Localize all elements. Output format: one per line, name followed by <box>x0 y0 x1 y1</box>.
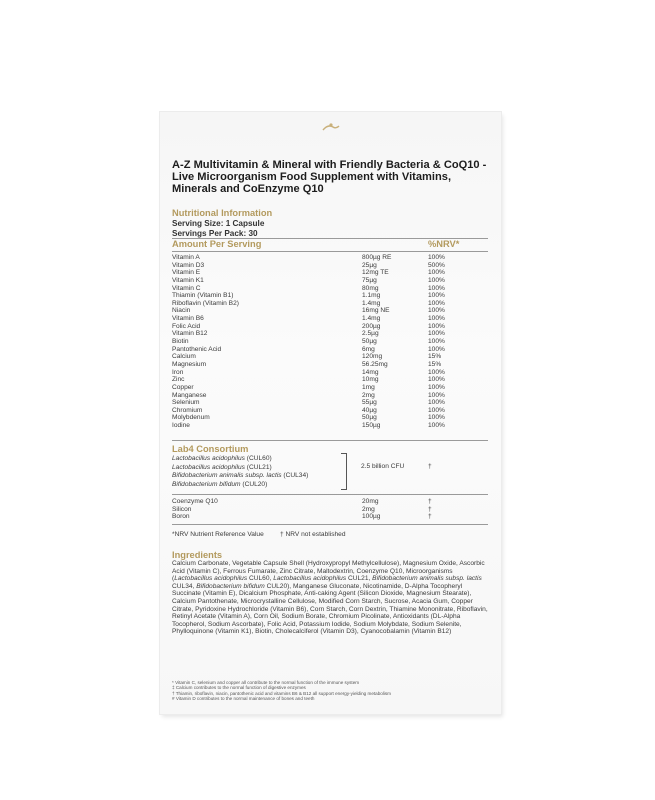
ingredients-heading: Ingredients <box>172 550 223 560</box>
nutrient-nrv: 100% <box>428 315 445 323</box>
nutrient-row <box>172 392 488 400</box>
nutrient-amount: 56.25mg <box>362 360 388 368</box>
strain-species: Lactobacillus acidophilus <box>172 455 245 462</box>
nutrient-amount: 25µg <box>362 261 377 269</box>
divider <box>172 494 488 495</box>
consortium-amount: 2.5 billion CFU <box>361 463 405 470</box>
product-box-back <box>160 112 501 714</box>
nutrient-row <box>172 498 488 506</box>
nutrient-amount: 1.4mg <box>362 299 381 307</box>
nutrient-row <box>172 353 488 361</box>
nutrient-row <box>172 361 488 369</box>
nutrient-row <box>172 384 488 392</box>
bracket <box>341 453 347 490</box>
nutrient-amount: 150µg <box>362 422 381 430</box>
nutrient-amount: 6mg <box>362 345 375 353</box>
ingredient-text: Calcium Carbonate, Vegetable Capsule Shell (Hydroxypropyl Methylcellulose), Magnesium Oxide, Ascorbic Acid (Vitamin C), Ferrous Fumarate, Zinc Citrate, Maltodextrin, Coenzyme Q10, Microorganisms ( <box>172 560 485 583</box>
strain-code: (CUL60) <box>244 455 272 462</box>
nutrient-name: Iodine <box>172 422 190 430</box>
nutrient-row <box>172 338 488 346</box>
divider <box>172 440 488 441</box>
nutrient-row <box>172 285 488 293</box>
ingredient-species: Bifidobacterium animalis subsp. lactis <box>372 575 482 583</box>
nutrient-nrv: 100% <box>428 345 445 353</box>
nutrient-amount: 120mg <box>362 353 383 361</box>
nutrient-nrv: † <box>428 505 432 513</box>
nutrient-nrv: 100% <box>428 254 445 261</box>
nutrient-row <box>172 407 488 415</box>
nutrient-row <box>172 506 488 514</box>
nutrient-amount: 12mg TE <box>362 269 389 277</box>
nutrient-row <box>172 399 488 407</box>
footnote: † Thiamin, riboflavin, niacin, pantothenic acid and vitamins B6 & B12 all support energy-yielding metabolism <box>172 690 392 696</box>
ingredient-text: CUL20), Manganese Gluconate, Nicotinamide, D-Alpha Tocopheryl Succinate (Vitamin E), Dicalcium Phosphate, Anti-caking Agent (Silicon Dioxide, Magnesium Stearate), Calcium Pantothenate, Microcrystalline Cellulose, Modified Corn Starch, Sucrose, Acacia Gum, Copper Citrate, Pyridoxine Hydrochloride (Vitamin B6), Corn Starch, Corn Dextrin, Thiamine Mononitrate, Riboflavin, Retinyl Acetate (Vitamin A), Corn Oil, Sodium Borate, Chromium Picolinate, Antioxidants (DL-Alpha Tocopherol, Sodium Ascorbate), Folic Acid, Potassium Iodide, Sodium Molybdate, Sodium Selenite, Phylloquinone (Vitamin K1), Biotin, Cholecalciferol (Vitamin D3), Cyanocobalamin (Vitamin B12) <box>172 582 488 636</box>
amount-per-serving-heading: Amount Per Serving <box>172 239 262 249</box>
nutrient-nrv: 15% <box>428 353 442 361</box>
nutrient-name: Manganese <box>172 391 207 399</box>
nutrient-row <box>172 323 488 331</box>
nutrient-name: Pantothenic Acid <box>172 345 222 353</box>
nutrient-nrv: 100% <box>428 269 445 277</box>
nutrient-amount: 14mg <box>362 368 379 376</box>
nutrient-row <box>172 292 488 300</box>
nutrient-name: Biotin <box>172 338 189 346</box>
nutrient-nrv: 100% <box>428 406 445 414</box>
ingredient-text: CUL21, <box>346 575 373 583</box>
nutritional-information-heading: Nutritional Information <box>172 208 273 218</box>
nrv-note: *NRV Nutrient Reference Value <box>172 531 264 538</box>
serving-info <box>172 219 264 239</box>
nutrient-name: Selenium <box>172 399 200 407</box>
nutrient-amount: 16mg NE <box>362 307 390 315</box>
nutrient-row <box>172 262 488 270</box>
footnotes <box>172 680 492 702</box>
nutrient-name: Zinc <box>172 376 185 384</box>
nutrient-nrv: 100% <box>428 383 445 391</box>
nutrient-name: Copper <box>172 383 194 391</box>
nutrient-row <box>172 422 488 430</box>
nutrient-nrv: 100% <box>428 391 445 399</box>
nutrient-name: Iron <box>172 368 184 376</box>
product-title: A-Z Multivitamin & Mineral with Friendly Bacteria & CoQ10 - Live Microorganism Food Supplement with Vitamins, Minerals and CoEnzyme Q10 <box>172 159 487 196</box>
nutrient-amount: 1.4mg <box>362 315 381 323</box>
nutrient-row <box>172 254 488 262</box>
nutrient-nrv: 100% <box>428 338 445 346</box>
ingredient-species: Lactobacillus acidophilus <box>273 575 347 583</box>
nutrient-nrv: 100% <box>428 284 445 292</box>
nutrient-name: Vitamin E <box>172 269 201 277</box>
nutrient-row <box>172 369 488 377</box>
nutrient-name: Vitamin A <box>172 254 200 261</box>
nrv-notes <box>172 531 346 538</box>
nutrient-nrv: † <box>428 513 432 521</box>
nutrient-amount: 40µg <box>362 406 377 414</box>
nutrient-name: Molybdenum <box>172 414 210 422</box>
nutrient-row <box>172 300 488 308</box>
nutrient-row <box>172 277 488 285</box>
nutrient-name: Folic Acid <box>172 322 201 330</box>
nutrient-nrv: 100% <box>428 368 445 376</box>
ingredient-species: Bifidobacterium bifidum <box>196 582 265 590</box>
nutrient-name: Vitamin B6 <box>172 315 204 323</box>
nutrient-row <box>172 376 488 384</box>
nutrient-nrv: 100% <box>428 322 445 330</box>
nutrient-name: Coenzyme Q10 <box>172 498 218 505</box>
ingredient-text: CUL60, <box>247 575 274 583</box>
nutrient-nrv: † <box>428 498 432 505</box>
nutrient-amount: 1mg <box>362 383 375 391</box>
nutrient-nrv: 100% <box>428 422 445 430</box>
nutrient-amount: 800µg RE <box>362 254 392 261</box>
nutrient-name: Vitamin D3 <box>172 261 205 269</box>
nutrient-row <box>172 346 488 354</box>
nutrient-amount: 55µg <box>362 399 377 407</box>
nutrient-row <box>172 513 488 521</box>
other-nutrient-table <box>172 498 488 521</box>
strain-item <box>172 481 308 490</box>
divider <box>172 251 488 252</box>
footnote: * Vitamin C, selenium and copper all contribute to the normal function of the immune system <box>172 680 360 685</box>
serving-size: Serving Size: 1 Capsule <box>172 219 265 228</box>
nutrient-name: Niacin <box>172 307 191 315</box>
strain-item <box>172 472 308 481</box>
nutrient-name: Vitamin B12 <box>172 330 208 338</box>
nutrient-nrv: 100% <box>428 299 445 307</box>
nutrient-row <box>172 269 488 277</box>
nutrient-amount: 2mg <box>362 505 375 513</box>
nutrient-nrv: 100% <box>428 399 445 407</box>
nutrient-amount: 1.1mg <box>362 292 381 300</box>
lab4-consortium-heading: Lab4 Consortium <box>172 444 249 454</box>
strain-item <box>172 455 308 464</box>
servings-per-pack: Servings Per Pack: 30 <box>172 229 258 238</box>
divider <box>172 524 488 525</box>
strain-code: (CUL20) <box>240 480 268 488</box>
nutrient-name: Calcium <box>172 353 196 361</box>
ingredient-text: CUL34, <box>172 582 197 590</box>
nrv-column-heading: %NRV* <box>428 239 460 249</box>
brand-logo-icon <box>322 122 340 132</box>
nutrient-amount: 50µg <box>362 338 377 346</box>
nutrient-table <box>172 254 488 430</box>
nutrient-amount: 2mg <box>362 391 375 399</box>
strain-list <box>172 455 308 489</box>
consortium-nrv: † <box>428 463 432 470</box>
nutrient-amount: 100µg <box>362 513 381 521</box>
nutrient-row <box>172 315 488 323</box>
nutrient-amount: 10mg <box>362 376 379 384</box>
nutrient-nrv: 100% <box>428 376 445 384</box>
strain-item <box>172 464 308 473</box>
nutrient-name: Boron <box>172 513 190 521</box>
nutrient-amount: 2.5µg <box>362 330 379 338</box>
nutrient-amount: 200µg <box>362 322 381 330</box>
footnote: # Vitamin D contributes to the normal maintenance of bones and teeth <box>172 696 315 702</box>
nutrient-row <box>172 307 488 315</box>
nutrient-nrv: 100% <box>428 276 445 284</box>
nutrient-nrv: 15% <box>428 360 442 368</box>
nutrient-amount: 75µg <box>362 276 377 284</box>
dagger-note: † NRV not established <box>280 531 346 538</box>
strain-code: (CUL34) <box>281 472 309 479</box>
nutrient-nrv: 500% <box>428 261 445 269</box>
strain-species: Bifidobacterium bifidum <box>172 480 241 488</box>
nutrient-name: Silicon <box>172 505 192 513</box>
nutrient-name: Chromium <box>172 406 203 414</box>
nutrient-nrv: 100% <box>428 414 445 422</box>
ingredients-text <box>172 560 492 636</box>
strain-species: Bifidobacterium animalis subsp. lactis <box>172 472 282 479</box>
nutrient-name: Magnesium <box>172 360 207 368</box>
nutrient-amount: 50µg <box>362 414 377 422</box>
strain-code: (CUL21) <box>244 463 272 471</box>
nutrient-nrv: 100% <box>428 330 445 338</box>
nutrient-name: Vitamin K1 <box>172 276 204 284</box>
strain-species: Lactobacillus acidophilus <box>172 463 245 471</box>
nutrient-nrv: 100% <box>428 292 445 300</box>
footnote: ‡ Calcium contributes to the normal function of digestive enzymes <box>172 685 306 691</box>
nutrient-row <box>172 330 488 338</box>
nutrient-name: Thiamin (Vitamin B1) <box>172 292 234 300</box>
nutrient-amount: 20mg <box>362 498 379 505</box>
nutrient-name: Riboflavin (Vitamin B2) <box>172 299 239 307</box>
nutrient-amount: 80mg <box>362 284 379 292</box>
nutrient-name: Vitamin C <box>172 284 201 292</box>
nutrient-nrv: 100% <box>428 307 445 315</box>
nutrient-row <box>172 414 488 422</box>
ingredient-species: Lactobacillus acidophilus <box>174 575 248 583</box>
